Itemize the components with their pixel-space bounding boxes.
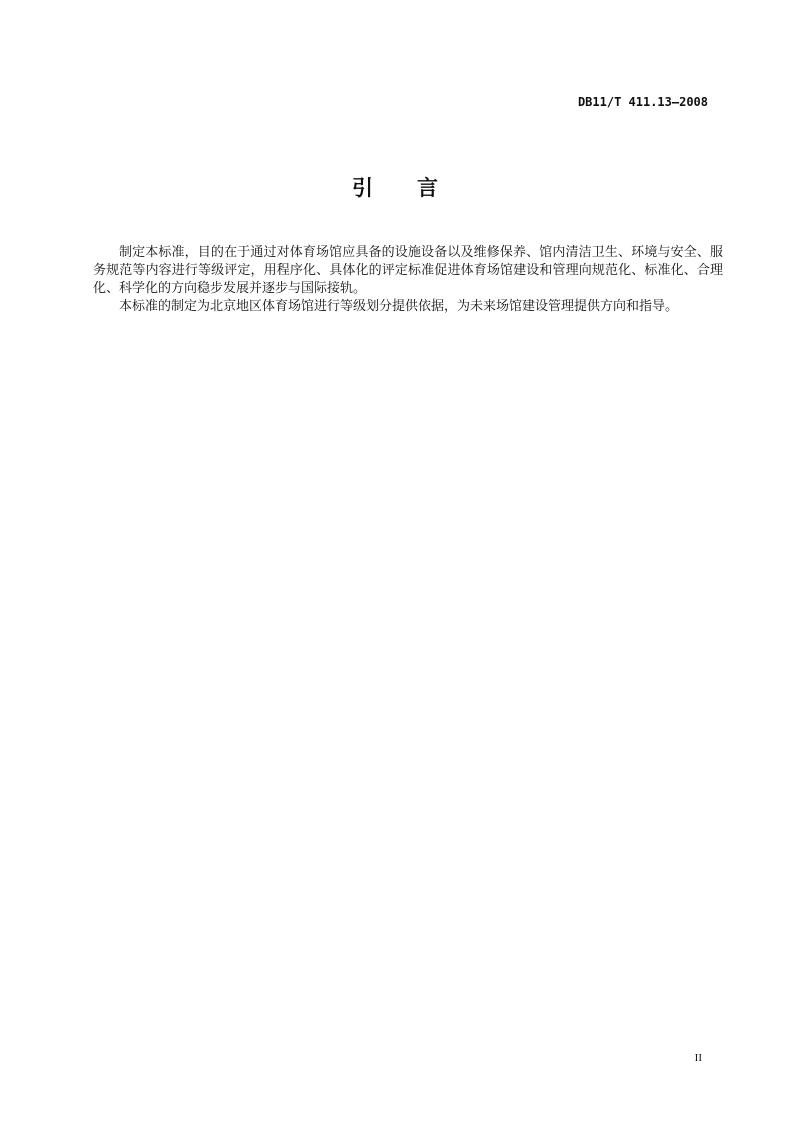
paragraph-1: 制定本标准，目的在于通过对体育场馆应具备的设施设备以及维修保养、馆内清洁卫生、环境与安全、服务规范等内容进行等级评定，用程序化、具体化的评定标准促进体育场馆建设和管理向规范化、标准化、合理化、科学化的方向稳步发展并逐步与国际接轨。 [93, 245, 723, 296]
title-char-2: 言 [417, 176, 440, 200]
paragraph-2: 本标准的制定为北京地区体育场馆进行等级划分提供依据，为未来场馆建设管理提供方向和指导。 [119, 299, 679, 314]
title-char-1: 引 [352, 176, 375, 200]
page-number: II [694, 1052, 702, 1064]
standard-code: DB11/T 411.13—2008 [577, 95, 708, 109]
page-title [0, 172, 792, 202]
introduction-body [93, 244, 723, 316]
